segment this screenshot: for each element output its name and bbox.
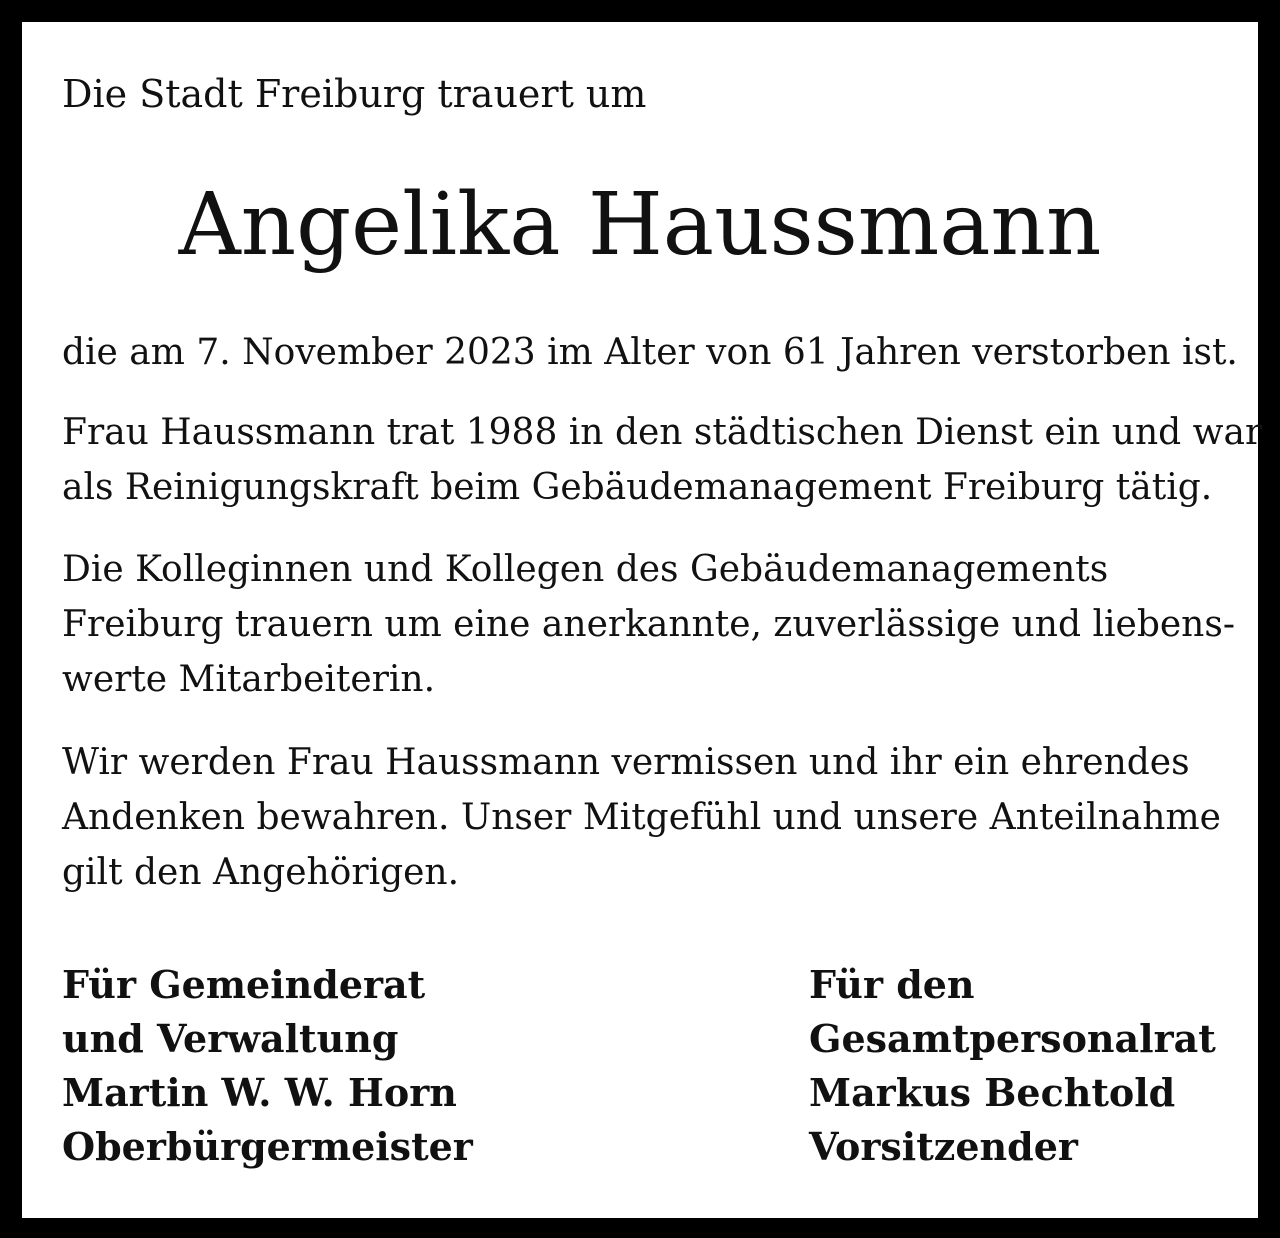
- intro-line: Die Stadt Freiburg trauert um: [62, 72, 647, 116]
- signature-name: Markus Bechtold: [809, 1070, 1176, 1115]
- paragraph-line: als Reinigungskraft beim Gebäudemanagement Freiburg tätig.: [62, 467, 1213, 508]
- deceased-name: Angelika Haussmann: [178, 175, 1102, 275]
- signature-title: Vorsitzender: [809, 1124, 1078, 1169]
- obituary-notice: [22, 22, 1263, 1218]
- paragraph-line: Die Kolleginnen und Kollegen des Gebäudemanagements: [62, 549, 1109, 590]
- paragraph-line: Frau Haussmann trat 1988 in den städtischen Dienst ein und war: [62, 412, 1263, 453]
- signature-line: Für den: [809, 962, 975, 1007]
- paragraph-line: Andenken bewahren. Unser Mitgefühl und unsere Anteilnahme: [62, 797, 1221, 838]
- signature-line: Für Gemeinderat: [62, 962, 426, 1007]
- paragraph-death-date: [62, 325, 1238, 380]
- paragraph-line: die am 7. November 2023 im Alter von 61 Jahren verstorben ist.: [62, 332, 1238, 373]
- signature-title: Oberbürgermeister: [62, 1124, 473, 1169]
- paragraph-employment: [62, 405, 1263, 515]
- signature-council: [62, 958, 473, 1174]
- paragraph-line: werte Mitarbeiterin.: [62, 659, 436, 700]
- paragraph-colleagues: [62, 542, 1235, 707]
- signature-staff-council: [809, 958, 1216, 1174]
- signature-name: Martin W. W. Horn: [62, 1070, 457, 1115]
- paragraph-line: gilt den Angehörigen.: [62, 852, 460, 893]
- paragraph-line: Freiburg trauern um eine anerkannte, zuverlässige und liebens-: [62, 604, 1235, 645]
- signature-line: und Verwaltung: [62, 1016, 399, 1061]
- paragraph-remembrance: [62, 735, 1221, 900]
- signature-line: Gesamtpersonalrat: [809, 1016, 1216, 1061]
- paragraph-line: Wir werden Frau Haussmann vermissen und ihr ein ehrendes: [62, 742, 1190, 783]
